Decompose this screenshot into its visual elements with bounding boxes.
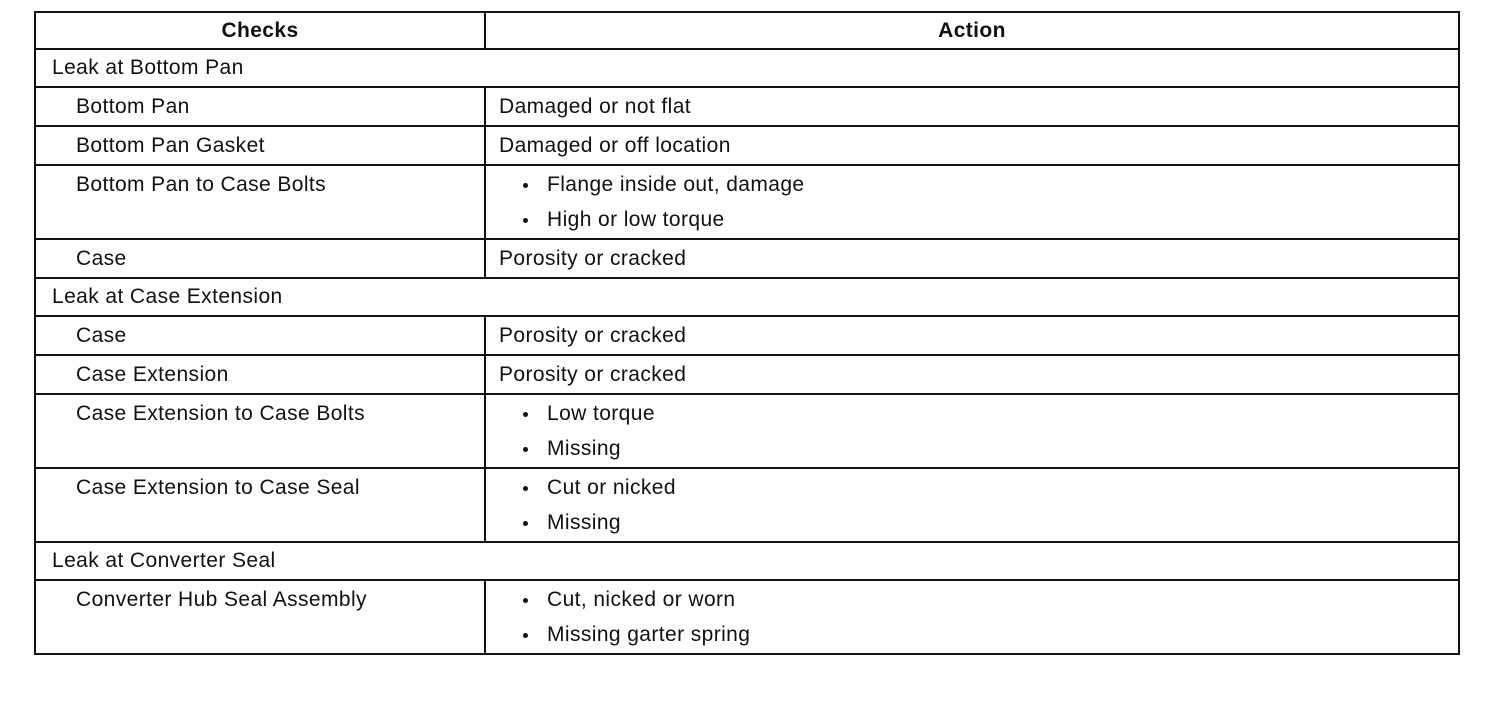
action-bullet-item <box>523 208 1458 232</box>
check-cell: Case <box>35 316 485 355</box>
action-bullet-text: Missing garter spring <box>547 623 751 646</box>
check-cell: Case <box>35 239 485 278</box>
action-bullet-item <box>523 476 1458 500</box>
bullet-icon <box>523 486 528 491</box>
section-row <box>35 542 1459 580</box>
bullet-icon <box>523 521 528 526</box>
section-title: Leak at Bottom Pan <box>35 49 1459 87</box>
section-title: Leak at Case Extension <box>35 278 1459 316</box>
action-cell: Porosity or cracked <box>485 239 1459 278</box>
check-cell: Case Extension to Case Seal <box>35 468 485 542</box>
action-bullet-item <box>523 173 1458 197</box>
table-row <box>35 165 1459 239</box>
action-bullet-item <box>523 588 1458 612</box>
action-bullet-text: Cut or nicked <box>547 476 676 499</box>
check-cell: Converter Hub Seal Assembly <box>35 580 485 654</box>
table-header <box>35 12 1459 49</box>
table-row <box>35 239 1459 278</box>
action-bullet-item <box>523 511 1458 535</box>
action-cell <box>485 468 1459 542</box>
action-bullet-text: High or low torque <box>547 208 725 231</box>
checks-column-header: Checks <box>35 12 485 49</box>
action-bullet-list <box>499 173 1458 232</box>
bullet-icon <box>523 633 528 638</box>
table-row <box>35 468 1459 542</box>
check-cell: Bottom Pan Gasket <box>35 126 485 165</box>
action-bullet-list <box>499 402 1458 461</box>
action-bullet-item <box>523 437 1458 461</box>
checks-action-table <box>34 11 1460 655</box>
header-row <box>35 12 1459 49</box>
table-row <box>35 394 1459 468</box>
action-cell: Damaged or off location <box>485 126 1459 165</box>
table-row <box>35 580 1459 654</box>
action-bullet-list <box>499 476 1458 535</box>
action-cell: Damaged or not flat <box>485 87 1459 126</box>
table-body <box>35 49 1459 654</box>
action-bullet-text: Flange inside out, damage <box>547 173 805 196</box>
table-row <box>35 126 1459 165</box>
bullet-icon <box>523 598 528 603</box>
bullet-icon <box>523 447 528 452</box>
check-cell: Bottom Pan <box>35 87 485 126</box>
check-cell: Bottom Pan to Case Bolts <box>35 165 485 239</box>
action-cell <box>485 394 1459 468</box>
bullet-icon <box>523 218 528 223</box>
action-bullet-item <box>523 402 1458 426</box>
action-column-header: Action <box>485 12 1459 49</box>
action-cell: Porosity or cracked <box>485 316 1459 355</box>
bullet-icon <box>523 412 528 417</box>
action-cell <box>485 165 1459 239</box>
check-cell: Case Extension <box>35 355 485 394</box>
table-row <box>35 355 1459 394</box>
action-bullet-text: Cut, nicked or worn <box>547 588 736 611</box>
action-cell: Porosity or cracked <box>485 355 1459 394</box>
action-cell <box>485 580 1459 654</box>
section-row <box>35 49 1459 87</box>
check-cell: Case Extension to Case Bolts <box>35 394 485 468</box>
action-bullet-list <box>499 588 1458 647</box>
action-bullet-item <box>523 623 1458 647</box>
table-row <box>35 87 1459 126</box>
action-bullet-text: Low torque <box>547 402 655 425</box>
section-title: Leak at Converter Seal <box>35 542 1459 580</box>
section-row <box>35 278 1459 316</box>
action-bullet-text: Missing <box>547 511 621 534</box>
table-row <box>35 316 1459 355</box>
action-bullet-text: Missing <box>547 437 621 460</box>
bullet-icon <box>523 183 528 188</box>
